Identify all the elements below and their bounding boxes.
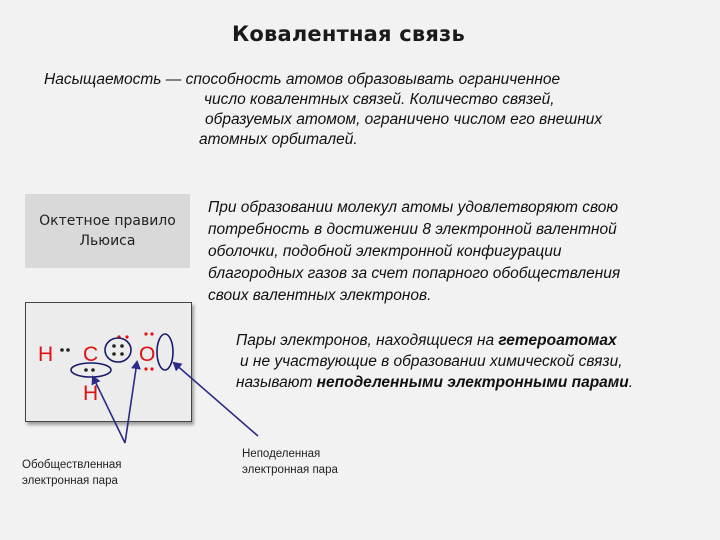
- atom-o: O: [139, 343, 156, 366]
- lone-caption-line1: Неподеленная: [242, 448, 321, 460]
- octet-rule-label-line2: Льюиса: [79, 233, 136, 249]
- atom-c: C: [83, 343, 99, 366]
- octet-line-4: благородных газов за счет попарного обобществления: [208, 265, 621, 282]
- electron-dot: [144, 367, 147, 370]
- electron-dot: [125, 335, 128, 338]
- electron-dot: [144, 332, 147, 335]
- shared-caption-line2: электронная пара: [22, 475, 118, 487]
- definition-line-2: число ковалентных связей. Количество связей,: [204, 91, 555, 108]
- electron-dot: [112, 344, 116, 348]
- definition-line-3: образуемых атомом, ограничено числом его внешних: [205, 111, 603, 128]
- lone-pairs-line-2: и не участвующие в образовании химической связи,: [240, 353, 623, 370]
- arrow-to-double-bond: [125, 362, 137, 443]
- lone-pair-caption: [242, 446, 338, 478]
- shared-caption-line1: Обобществленная: [22, 459, 122, 471]
- octet-line-2: потребность в достижении 8 электронной валентной: [208, 221, 617, 238]
- arrow-to-shared-pair: [93, 377, 125, 443]
- lone-caption-line2: электронная пара: [242, 464, 338, 476]
- electron-dot: [66, 348, 70, 352]
- lone-pairs-line1-text: Пары электронов, находящиеся на: [236, 332, 499, 349]
- electron-dot: [150, 367, 153, 370]
- slide-title: Ковалентная связь: [232, 22, 465, 46]
- lone-pair-ellipse: [157, 334, 173, 370]
- lone-pairs-line3-text: называют: [236, 374, 317, 391]
- octet-line-3: оболочки, подобной электронной конфигурации: [208, 243, 562, 260]
- octet-line-5: своих валентных электронов.: [208, 287, 432, 304]
- heteroatoms-term: гетероатомах: [498, 332, 617, 349]
- octet-line-1: При образовании молекул атомы удовлетворяют свою: [208, 199, 619, 216]
- electron-dot: [120, 344, 124, 348]
- electron-dot: [60, 348, 64, 352]
- electron-dot: [120, 352, 124, 356]
- lone-pairs-line3-end: .: [628, 374, 634, 391]
- electron-dot: [84, 368, 88, 372]
- electron-dot: [112, 352, 116, 356]
- definition-line-1: Насыщаемость — способность атомов образовывать ограниченное: [44, 71, 561, 88]
- shared-pair-caption: [22, 457, 122, 489]
- electron-dot: [150, 332, 153, 335]
- octet-rule-label-line1: Октетное правило: [39, 213, 176, 229]
- lone-pairs-term: неподеленными электронными парами: [316, 374, 629, 391]
- atom-h-bottom: H: [83, 382, 99, 405]
- double-bond-ellipse: [105, 338, 131, 362]
- definition-line-4: атомных орбиталей.: [199, 131, 358, 148]
- electron-dot: [91, 368, 95, 372]
- atom-h-left: H: [38, 343, 54, 366]
- arrow-to-lone-pair: [174, 363, 258, 436]
